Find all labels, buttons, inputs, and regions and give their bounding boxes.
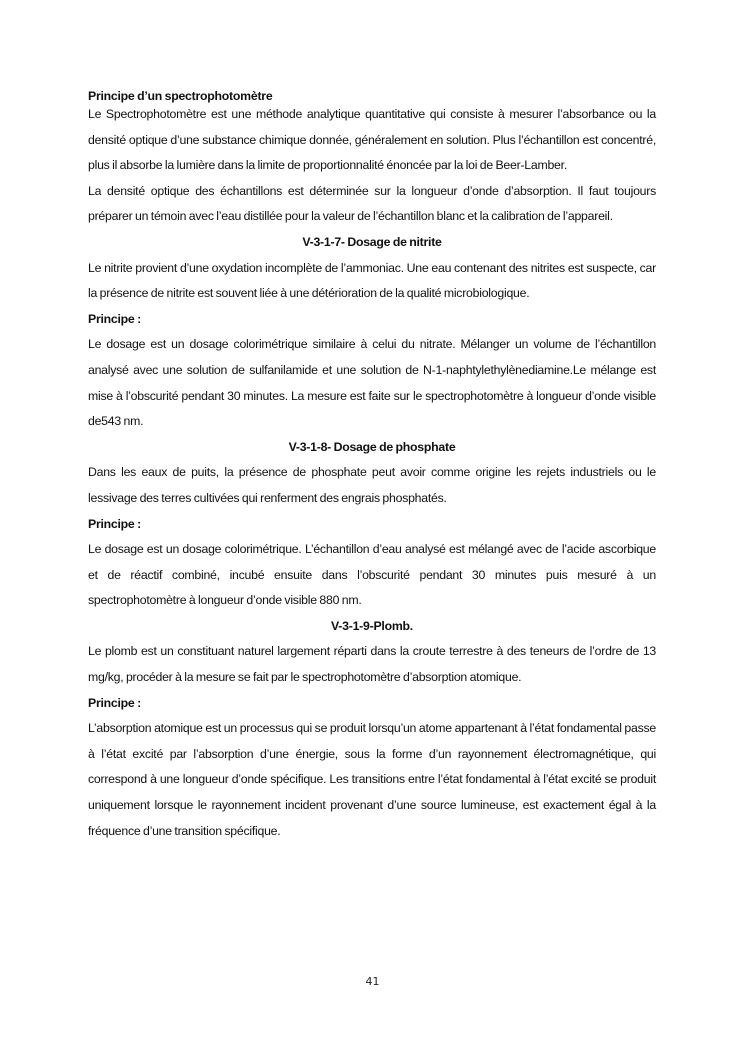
lead-intro-paragraph: Le plomb est un constituant naturel largement réparti dans la croute terrestre à des teneurs de l’ordre de 13 mg/kg, procéder à la mesure se fait par le spectrophotomètre d’absorption atomique. — [88, 644, 656, 685]
lead-principle-paragraph: L’absorption atomique est un processus qui se produit lorsqu’un atome appartenant à l’état fondamental passe à l’état excité par l’absorption d’une énergie, sous la forme d’un rayonnement électromagnétique, qui correspond à une longueur d’onde spécifique. Les transitions entre l’état fondamental à l’état excité se produit uniquement lorsque le rayonnement incident provenant d’une source lumineuse, est exactement égal à la fréquence d’une transition spécifique. — [88, 721, 656, 838]
page-number: 41 — [365, 975, 380, 988]
section-title-phosphate: V-3-1-8- Dosage de phosphate — [288, 439, 456, 454]
nitrite-intro-paragraph: Le nitrite provient d’une oxydation incomplète de l’ammoniac. Une eau contenant des nitrites est suspecte, car la présence de nitrite est souvent liée à une détérioration de la qualité microbiologique. — [88, 260, 656, 301]
nitrite-principle-label: Principe : — [88, 311, 141, 326]
lead-principle-label: Principe : — [88, 695, 141, 710]
spectrophotometer-principle-heading: Principe d’un spectrophotomètre — [88, 89, 273, 103]
phosphate-principle-paragraph: Le dosage est un dosage colorimétrique. L’échantillon d’eau analysé est mélangé avec de l’acide ascorbique et de réactif combiné, incubé ensuite dans l’obscurité pendant 30 minutes puis mesuré à un spectrophotomètre à longueur d’onde visible 880 nm. — [88, 542, 656, 608]
nitrite-principle-paragraph: Le dosage est un dosage colorimétrique similaire à celui du nitrate. Mélanger un volume de l’échantillon analysé avec une solution de sulfanilamide et une solution de N-1-naphtylethylènediamine.Le mélange est mise à l’obscurité pendant 30 minutes. La mesure est faite sur le spectrophotomètre à longueur d’onde visible de543 nm. — [88, 337, 656, 429]
phosphate-intro-paragraph: Dans les eaux de puits, la présence de phosphate peut avoir comme origine les rejets industriels ou le lessivage des terres cultivées qui renferment des engrais phosphatés. — [88, 465, 656, 505]
section-title-lead: V-3-1-9-Plomb. — [331, 618, 413, 633]
spectrophotometer-paragraph-1: Le Spectrophotomètre est une méthode analytique quantitative qui consiste à mesurer l’absorbance ou la densité optique d’une substance chimique donnée, généralement en solution. Plus l’échantillon est concentré, plus il absorbe la lumière dans la limite de proportionnalité énoncée par la loi de Beer-Lamber. — [88, 107, 656, 173]
spectrophotometer-paragraph-2: La densité optique des échantillons est déterminée sur la longueur d’onde d’absorption. Il faut toujours préparer un témoin avec l’eau distillée pour la valeur de l’échantillon blanc et la calibration de l’appareil. — [88, 183, 656, 224]
section-title-nitrite: V-3-1-7- Dosage de nitrite — [302, 234, 442, 249]
page-content — [88, 88, 656, 844]
phosphate-principle-label: Principe : — [88, 516, 141, 531]
